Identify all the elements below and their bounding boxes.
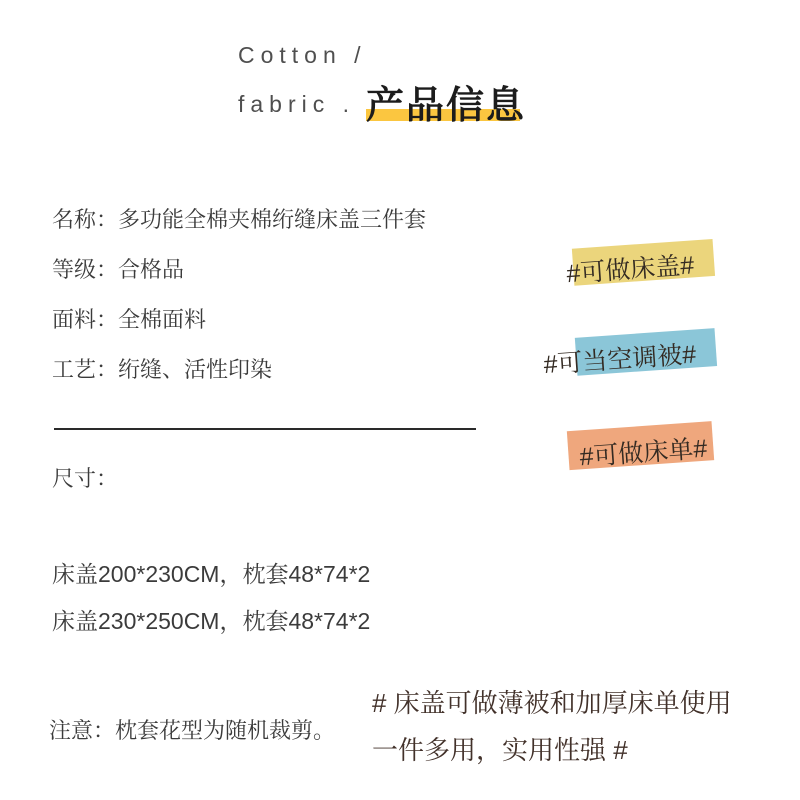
header-subtitle-line2: fabric . xyxy=(238,91,356,117)
detail-row-grade xyxy=(52,256,426,284)
note-row xyxy=(49,714,335,745)
detail-value: 全棉面料 xyxy=(118,307,207,332)
section-divider xyxy=(54,428,476,430)
detail-label: 工艺： xyxy=(52,357,119,382)
detail-label: 面料： xyxy=(52,307,119,332)
detail-row-craft xyxy=(52,356,426,384)
detail-label: 名称： xyxy=(52,207,119,232)
size-line: 床盖230*250CM，枕套48*74*2 xyxy=(52,608,371,634)
note-label: 注意： xyxy=(49,718,116,743)
header-subtitle-line1: Cotton / xyxy=(238,42,367,68)
footer-usage-note xyxy=(372,680,732,774)
tag-text: #可当空调被# xyxy=(542,340,698,380)
hashtag-tag-ac-quilt xyxy=(542,324,720,382)
detail-value: 绗缝、活性印染 xyxy=(118,357,273,382)
detail-row-fabric xyxy=(52,306,426,334)
hashtag-tag-bedcover xyxy=(564,235,719,291)
tag-text: #可做床单# xyxy=(578,434,709,472)
tag-text: #可做床盖# xyxy=(565,251,696,289)
size-section-heading: 尺寸： xyxy=(52,466,119,491)
size-line: 床盖200*230CM，枕套48*74*2 xyxy=(52,561,371,587)
page-title: 产品信息 xyxy=(366,85,527,127)
hashtag-tag-bedsheet xyxy=(566,417,721,474)
footer-note-line1: # 床盖可做薄被和加厚床单使用 xyxy=(372,688,732,718)
detail-label: 等级： xyxy=(52,257,119,282)
footer-note-line2: 一件多用，实用性强 # xyxy=(372,735,628,765)
detail-value: 合格品 xyxy=(118,257,185,282)
detail-row-name xyxy=(52,206,426,234)
size-lines xyxy=(52,560,370,654)
detail-value: 多功能全棉夹棉绗缝床盖三件套 xyxy=(118,207,427,232)
product-details-list xyxy=(52,206,426,406)
note-text: 枕套花型为随机裁剪。 xyxy=(115,718,336,743)
